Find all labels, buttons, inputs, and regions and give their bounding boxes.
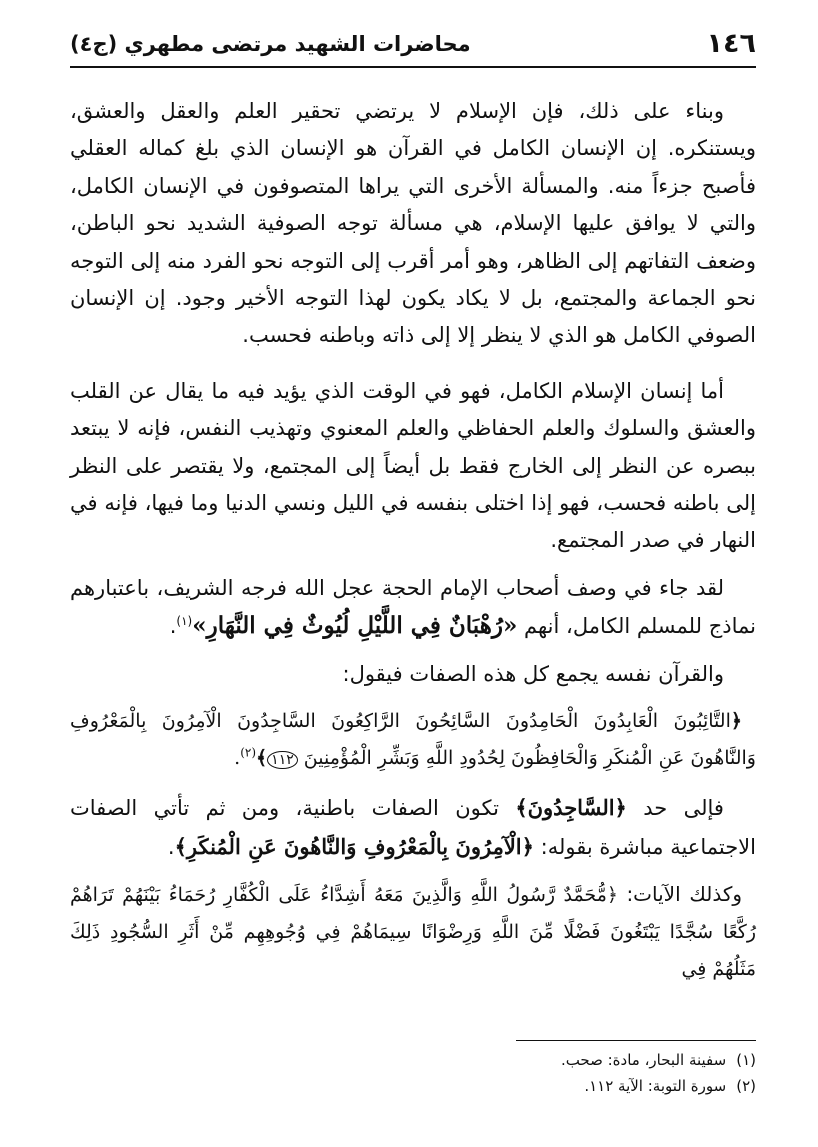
paragraph-5-text-a: فإلى حد <box>643 796 724 821</box>
verse-1-text: التَّائِبُونَ الْعَابِدُونَ الْحَامِدُونَ السَّائِحُونَ الرَّاكِعُونَ السَّاجِدُونَ الْآمِرُونَ بِالْمَعْرُوفِ وَالنَّاهُونَ عَنِ الْمُنكَرِ وَالْحَافِظُونَ لِحُدُودِ اللَّهِ وَبَشِّرِ الْمُؤْمِنِينَ <box>70 710 756 770</box>
page-number: ١٤٦ <box>706 28 756 59</box>
quran-verse-2: ﴿مُّحَمَّدٌ رَّسُولُ اللَّهِ وَالَّذِينَ مَعَهُ أَشِدَّاءُ عَلَى الْكُفَّارِ رُحَمَاءُ بَيْنَهُمْ تَرَاهُمْ رُكَّعًا سُجَّدًا يَبْتَغُونَ فَضْلًا مِّنَ اللَّهِ وَرِضْوَانًا سِيمَاهُمْ فِي وُجُوهِهِم مِّنْ أَثَرِ السُّجُودِ ذَلِكَ مَثَلُهُمْ فِي <box>70 883 756 980</box>
footnote-ref-2: (٢) <box>240 745 257 760</box>
quran-term-amirun: ﴿الْآمِرُونَ بِالْمَعْرُوفِ وَالنَّاهُونَ عَنِ الْمُنكَرِ﴾ <box>174 833 534 859</box>
quran-verse-1: ﴿التَّائِبُونَ الْعَابِدُونَ الْحَامِدُونَ السَّائِحُونَ الرَّاكِعُونَ السَّاجِدُونَ الْآمِرُونَ بِالْمَعْرُوفِ وَالنَّاهُونَ عَنِ الْمُنكَرِ وَالْحَافِظُونَ لِحُدُودِ اللَّهِ وَبَشِّرِ الْمُؤْمِنِينَ ١١٢﴾$^{(٢)}$. <box>70 710 756 770</box>
paragraph-1: وبناء على ذلك، فإن الإسلام لا يرتضي تحقير العلم والعقل والعشق، ويستنكره. إن الإنسان الكامل في القرآن هو الإنسان الذي بلغ كماله العقلي فأصبح جزءاً منه. والمسألة الأخرى التي يراها المتصوفون في الإنسان الكامل، والتي لا يوافق عليها الإسلام، هي مسألة توجه الصوفية الشديد نحو الباطن، وضعف التفاتهم إلى الظاهر، وهو أمر أقرب إلى التوجه نحو الفرد منه إلى التوجه نحو الجماعة والمجتمع، بل لا يكاد يكون لهذا التوجه الأخير وجود. إن الإنسان الصوفي الكامل هو الذي لا ينظر إلا إلى ذاته وباطنه فحسب. <box>70 99 756 348</box>
footnote-1 <box>70 1047 756 1073</box>
running-title: محاضرات الشهيد مرتضى مطهري (ج٤) <box>70 32 471 56</box>
footnote-2-number: (٢) <box>736 1077 756 1095</box>
verse-1-close-bracket: ﴾ <box>256 747 268 770</box>
footnotes <box>70 1040 756 1099</box>
footnote-ref-1: (١) <box>176 614 193 629</box>
footnote-2 <box>70 1073 756 1099</box>
paragraph-2: أما إنسان الإسلام الكامل، فهو في الوقت الذي يؤيد فيه ما يقال عن القلب والعشق والسلوك والعلم الحفاظي والعلم المعنوي وتهذيب النفس، فإنه لا يبتعد ببصره عن النظر إلى الخارج فقط بل أيضاً إلى المجتمع، ولا يقتصر على النظر إلى باطنه فحسب، فهو إذا اختلى بنفسه في الليل ونسي الدنيا وما فيها، فإنه في النهار في صدر المجتمع. <box>70 378 756 553</box>
paragraph-4: والقرآن نفسه يجمع كل هذه الصفات فيقول: <box>342 661 724 686</box>
quran-term-sajidun: ﴿السَّاجِدُونَ﴾ <box>515 795 627 821</box>
body-text <box>70 93 756 988</box>
footnote-divider <box>516 1040 756 1041</box>
paragraph-5: فإلى حد ﴿السَّاجِدُونَ﴾ تكون الصفات باطنية، ومن ثم تأتي الصفات الاجتماعية مباشرة بقوله: ﴿الْآمِرُونَ بِالْمَعْرُوفِ وَالنَّاهُونَ عَنِ الْمُنكَرِ﴾. <box>70 795 756 859</box>
paragraph-5-text-b: تكون الصفات باطنية، ومن ثم تأتي الصفات الاجتماعية مباشرة بقوله: <box>70 796 756 859</box>
footnote-1-number: (١) <box>736 1051 756 1069</box>
paragraph-6 <box>70 876 756 988</box>
hadith-quote: «رُهْبَانٌ فِي اللَّيْلِ لُيُوثٌ فِي النَّهَارِ» <box>192 612 518 640</box>
footnote-2-text: سورة التوبة: الآية ١١٢. <box>584 1077 727 1095</box>
paragraph-3-text: لقد جاء في وصف أصحاب الإمام الحجة عجل الله فرجه الشريف، باعتبارهم نماذج للمسلم الكامل، أنهم <box>70 575 756 639</box>
paragraph-3: لقد جاء في وصف أصحاب الإمام الحجة عجل الله فرجه الشريف، باعتبارهم نماذج للمسلم الكامل، أنهم «رُهْبَانٌ فِي اللَّيْلِ لُيُوثٌ فِي النَّهَارِ»$^{(١)}$. <box>70 575 756 640</box>
verse-number-marker: ١١٢ <box>267 751 298 769</box>
paragraph-6-intro: وكذلك الآيات: <box>626 881 742 906</box>
page-header <box>70 26 756 68</box>
footnote-1-text: سفينة البحار، مادة: صحب. <box>560 1051 727 1069</box>
verse-1-open-bracket: ﴿ <box>730 710 742 733</box>
